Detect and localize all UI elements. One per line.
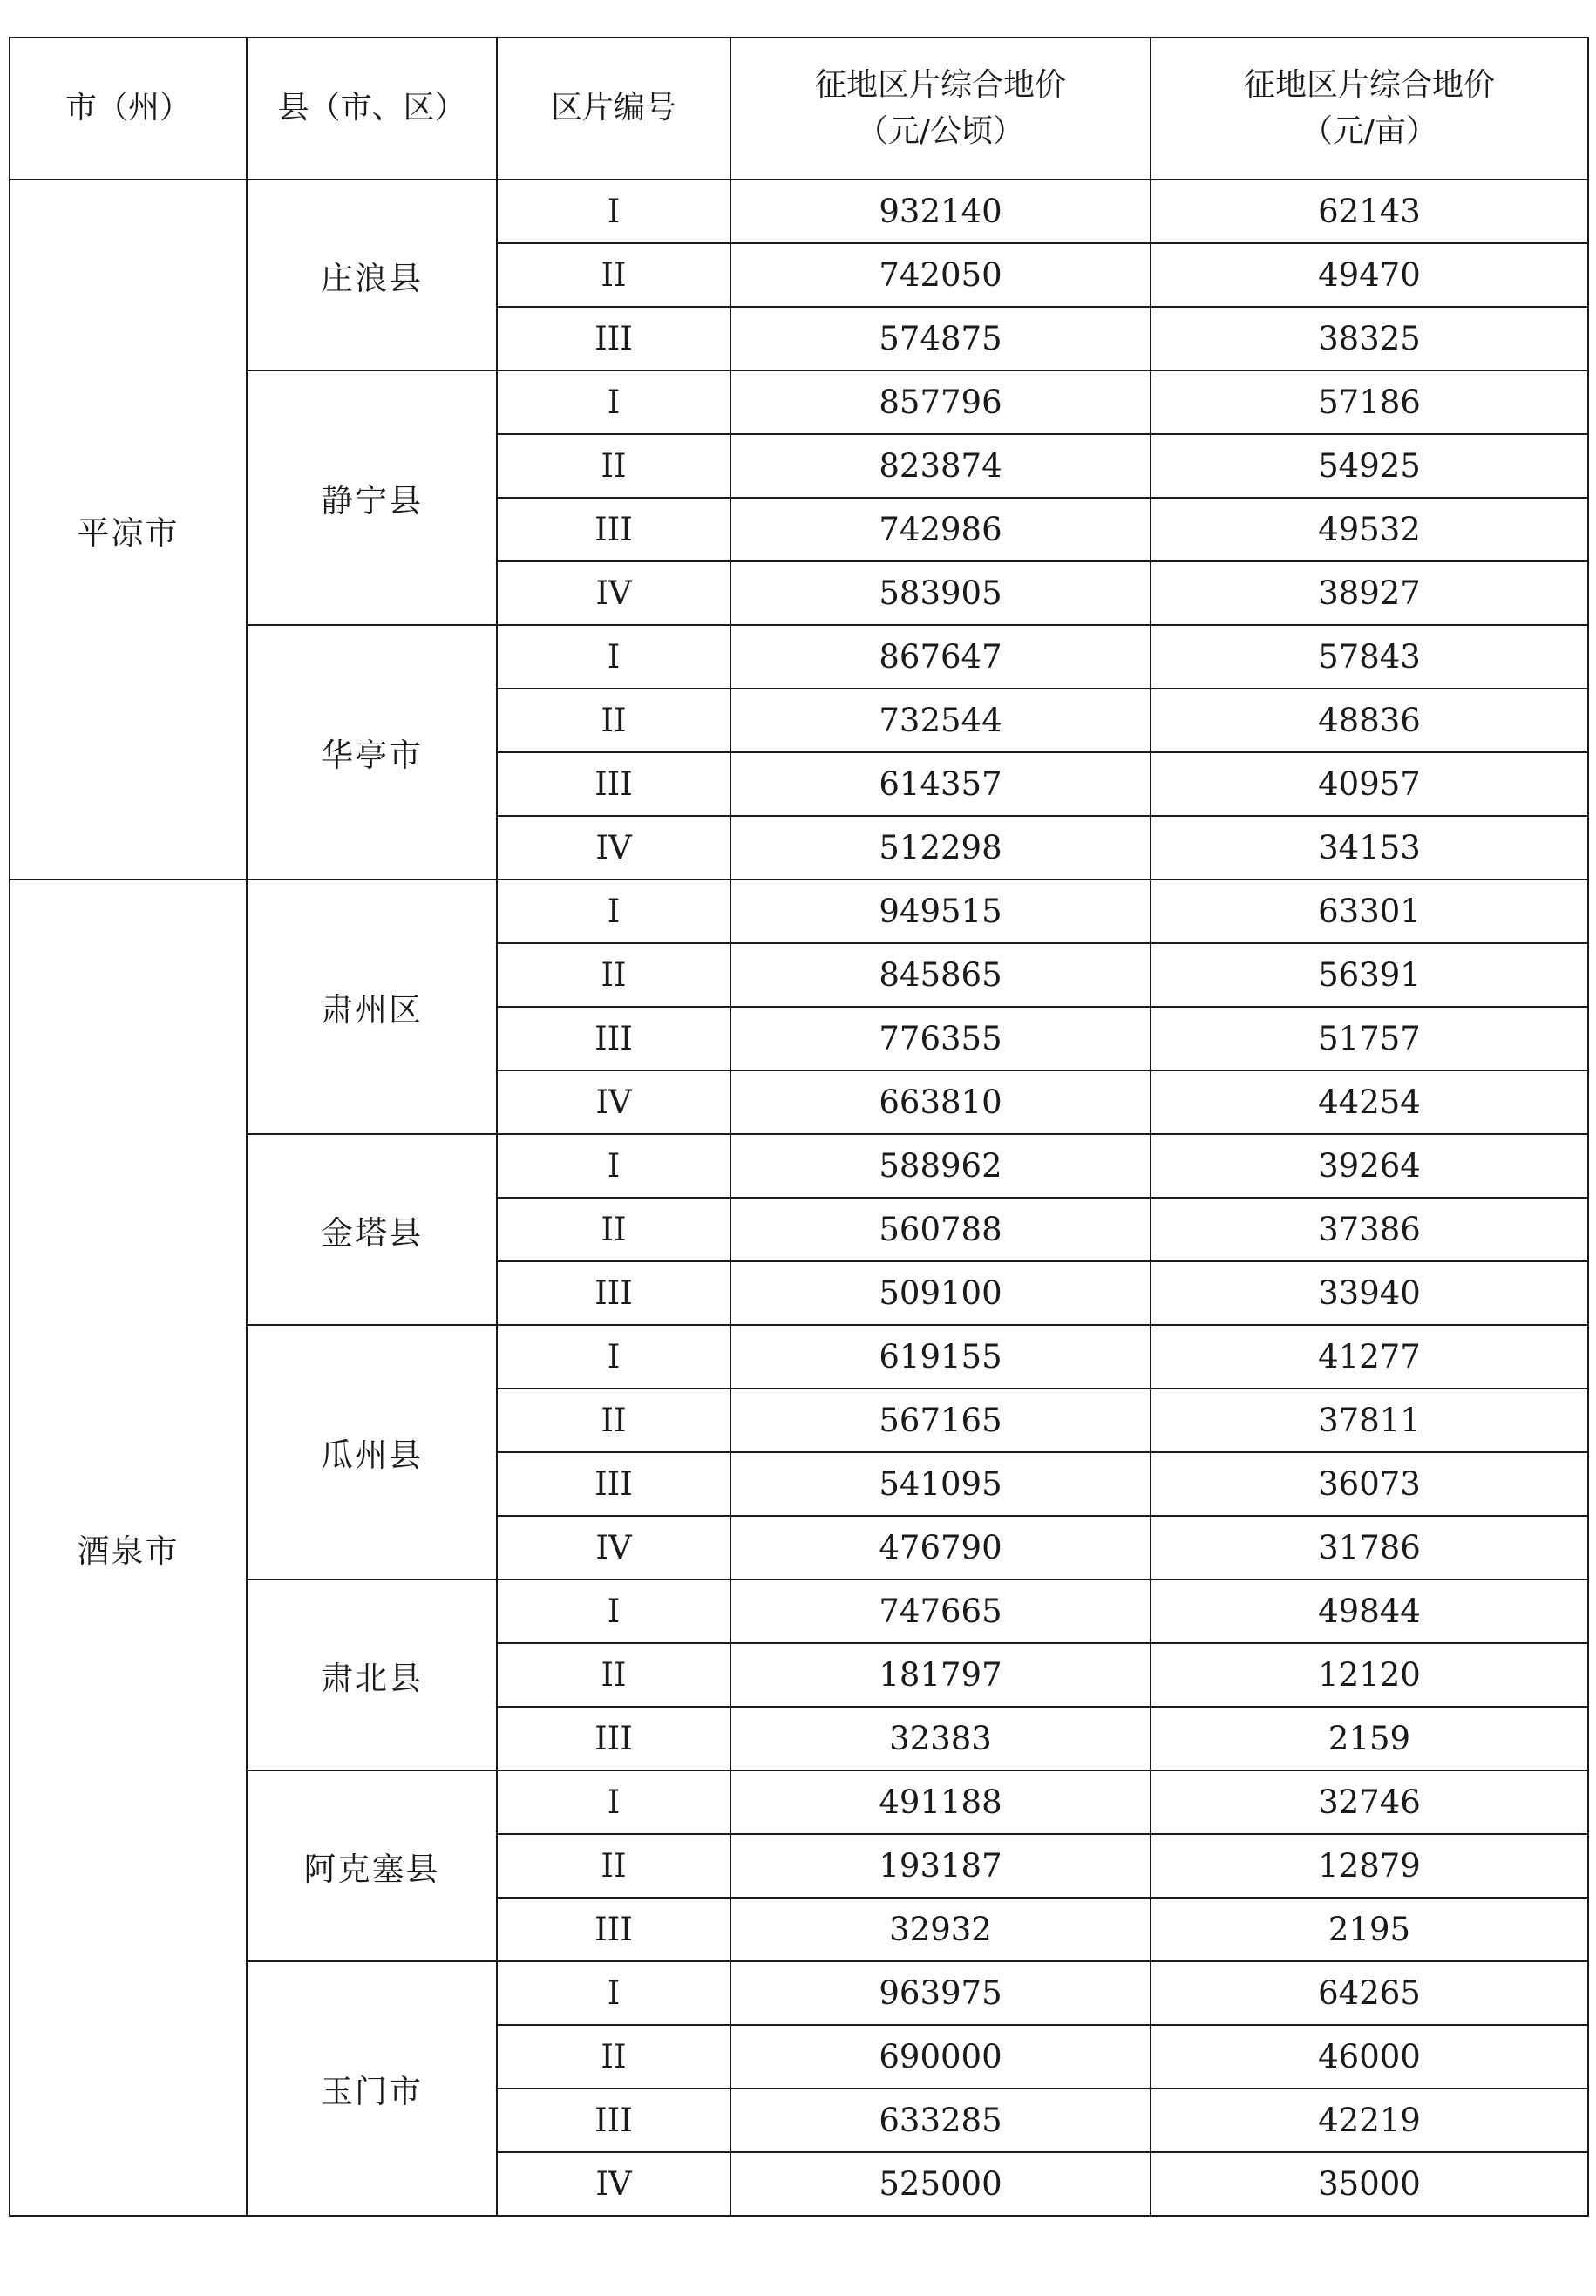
price-per-mu: 37386 [1151, 1198, 1588, 1261]
zone-number: I [497, 1770, 730, 1834]
price-per-mu: 12879 [1151, 1834, 1588, 1898]
table-row [10, 1770, 1588, 1834]
price-per-hectare: 690000 [730, 2025, 1151, 2089]
county-name: 肃北县 [247, 1579, 497, 1770]
price-per-mu: 42219 [1151, 2089, 1588, 2152]
price-per-hectare: 857796 [730, 370, 1151, 434]
price-per-hectare: 560788 [730, 1198, 1151, 1261]
zone-number: III [497, 1452, 730, 1516]
zone-number: I [497, 1325, 730, 1389]
header-price-per-hectare-unit: （元/公顷） [856, 112, 1025, 149]
zone-number: III [497, 1898, 730, 1961]
table-row [10, 625, 1588, 689]
price-per-mu: 37811 [1151, 1389, 1588, 1452]
price-per-hectare: 932140 [730, 180, 1151, 243]
zone-number: II [497, 2025, 730, 2089]
header-price-per-mu [1151, 37, 1588, 180]
price-per-hectare: 541095 [730, 1452, 1151, 1516]
zone-number: I [497, 880, 730, 943]
price-per-mu: 62143 [1151, 180, 1588, 243]
zone-number: II [497, 943, 730, 1007]
price-per-mu: 40957 [1151, 752, 1588, 816]
zone-number: III [497, 2089, 730, 2152]
zone-number: II [497, 1389, 730, 1452]
zone-number: I [497, 625, 730, 689]
table-body [10, 180, 1588, 2216]
price-per-mu: 38927 [1151, 561, 1588, 625]
price-per-hectare: 574875 [730, 307, 1151, 370]
header-price-per-mu-unit: （元/亩） [1301, 112, 1438, 149]
price-per-mu: 38325 [1151, 307, 1588, 370]
price-per-hectare: 525000 [730, 2152, 1151, 2216]
price-per-hectare: 963975 [730, 1961, 1151, 2025]
zone-number: I [497, 1961, 730, 2025]
header-price-per-hectare-title: 征地区片综合地价 [814, 67, 1066, 104]
zone-number: I [497, 180, 730, 243]
price-per-mu: 48836 [1151, 689, 1588, 752]
price-per-hectare: 949515 [730, 880, 1151, 943]
zone-number: I [497, 370, 730, 434]
header-price-per-mu-title: 征地区片综合地价 [1243, 67, 1495, 104]
header-county: 县（市、区） [247, 37, 497, 180]
table-row [10, 370, 1588, 434]
price-per-hectare: 732544 [730, 689, 1151, 752]
table-row [10, 1325, 1588, 1389]
zone-number: II [497, 689, 730, 752]
header-row [10, 37, 1588, 180]
price-per-hectare: 491188 [730, 1770, 1151, 1834]
price-per-mu: 33940 [1151, 1261, 1588, 1325]
zone-number: II [497, 1834, 730, 1898]
price-per-mu: 49532 [1151, 498, 1588, 561]
price-per-hectare: 776355 [730, 1007, 1151, 1070]
zone-number: III [497, 1261, 730, 1325]
table-header [10, 37, 1588, 180]
price-per-hectare: 181797 [730, 1643, 1151, 1707]
zone-number: IV [497, 1070, 730, 1134]
price-per-mu: 32746 [1151, 1770, 1588, 1834]
header-zone: 区片编号 [497, 37, 730, 180]
table-row [10, 1961, 1588, 2025]
zone-number: IV [497, 2152, 730, 2216]
price-per-mu: 51757 [1151, 1007, 1588, 1070]
city-name: 平凉市 [10, 180, 247, 880]
table-row [10, 880, 1588, 943]
table-row [10, 1579, 1588, 1643]
county-name: 阿克塞县 [247, 1770, 497, 1961]
price-per-hectare: 476790 [730, 1516, 1151, 1579]
price-per-hectare: 747665 [730, 1579, 1151, 1643]
price-per-hectare: 193187 [730, 1834, 1151, 1898]
price-per-mu: 57186 [1151, 370, 1588, 434]
price-per-mu: 2195 [1151, 1898, 1588, 1961]
price-per-mu: 64265 [1151, 1961, 1588, 2025]
county-name: 瓜州县 [247, 1325, 497, 1579]
land-price-table [9, 37, 1589, 2217]
city-name: 酒泉市 [10, 880, 247, 2216]
county-name: 华亭市 [247, 625, 497, 880]
price-per-mu: 56391 [1151, 943, 1588, 1007]
price-per-mu: 39264 [1151, 1134, 1588, 1198]
price-per-hectare: 614357 [730, 752, 1151, 816]
price-per-hectare: 742050 [730, 243, 1151, 307]
county-name: 静宁县 [247, 370, 497, 625]
price-per-mu: 31786 [1151, 1516, 1588, 1579]
price-per-hectare: 619155 [730, 1325, 1151, 1389]
zone-number: III [497, 498, 730, 561]
price-per-hectare: 512298 [730, 816, 1151, 880]
price-per-mu: 35000 [1151, 2152, 1588, 2216]
price-per-mu: 49470 [1151, 243, 1588, 307]
header-price-per-hectare [730, 37, 1151, 180]
price-per-mu: 49844 [1151, 1579, 1588, 1643]
price-per-mu: 63301 [1151, 880, 1588, 943]
zone-number: IV [497, 561, 730, 625]
price-per-hectare: 567165 [730, 1389, 1151, 1452]
price-per-hectare: 32383 [730, 1707, 1151, 1770]
price-per-mu: 36073 [1151, 1452, 1588, 1516]
price-per-mu: 2159 [1151, 1707, 1588, 1770]
zone-number: II [497, 434, 730, 498]
zone-number: III [497, 1707, 730, 1770]
zone-number: III [497, 752, 730, 816]
price-per-hectare: 663810 [730, 1070, 1151, 1134]
county-name: 玉门市 [247, 1961, 497, 2216]
zone-number: I [497, 1579, 730, 1643]
price-per-mu: 46000 [1151, 2025, 1588, 2089]
price-per-hectare: 823874 [730, 434, 1151, 498]
price-per-mu: 34153 [1151, 816, 1588, 880]
price-per-mu: 41277 [1151, 1325, 1588, 1389]
county-name: 肃州区 [247, 880, 497, 1134]
zone-number: II [497, 243, 730, 307]
price-per-hectare: 867647 [730, 625, 1151, 689]
zone-number: IV [497, 816, 730, 880]
zone-number: IV [497, 1516, 730, 1579]
zone-number: III [497, 307, 730, 370]
price-per-mu: 44254 [1151, 1070, 1588, 1134]
price-per-mu: 57843 [1151, 625, 1588, 689]
zone-number: I [497, 1134, 730, 1198]
table-row [10, 1134, 1588, 1198]
price-per-hectare: 32932 [730, 1898, 1151, 1961]
price-per-hectare: 633285 [730, 2089, 1151, 2152]
price-per-hectare: 588962 [730, 1134, 1151, 1198]
county-name: 庄浪县 [247, 180, 497, 370]
zone-number: II [497, 1198, 730, 1261]
zone-number: II [497, 1643, 730, 1707]
county-name: 金塔县 [247, 1134, 497, 1325]
price-per-hectare: 583905 [730, 561, 1151, 625]
price-per-hectare: 742986 [730, 498, 1151, 561]
price-per-mu: 54925 [1151, 434, 1588, 498]
price-per-mu: 12120 [1151, 1643, 1588, 1707]
price-per-hectare: 845865 [730, 943, 1151, 1007]
table-row [10, 180, 1588, 243]
price-per-hectare: 509100 [730, 1261, 1151, 1325]
header-city: 市（州） [10, 37, 247, 180]
zone-number: III [497, 1007, 730, 1070]
